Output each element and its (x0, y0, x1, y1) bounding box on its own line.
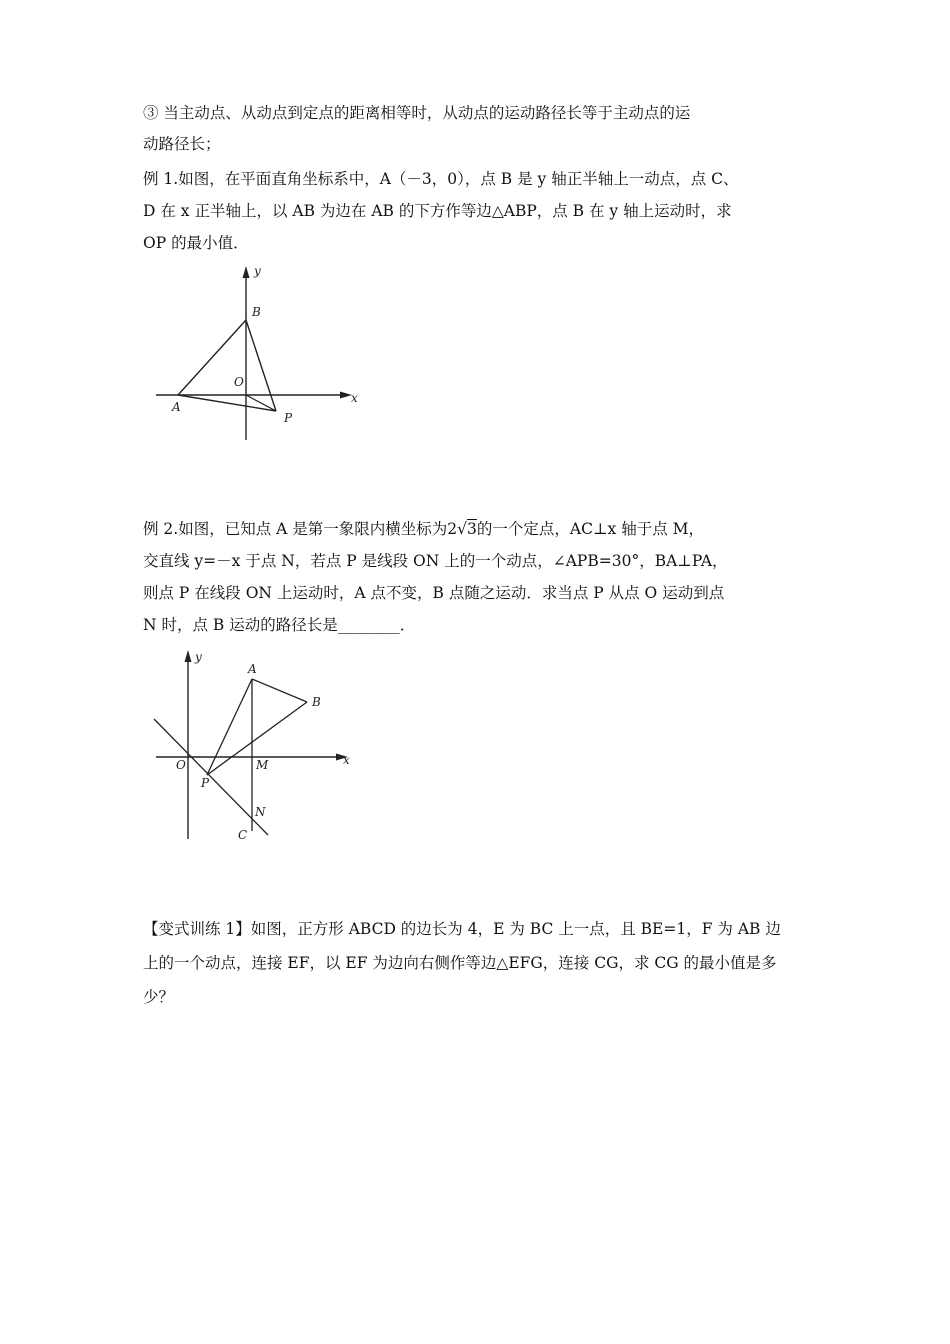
fig2-label-C: C (238, 828, 248, 842)
fig2-label-x: x (343, 753, 350, 767)
y-axis-arrow (185, 650, 192, 662)
fig2-label-P: P (201, 776, 210, 790)
example1-figure (150, 262, 370, 447)
example2-line-4: N 时，点 B 运动的路径长是________． (143, 616, 416, 634)
sqrt-radical: √ (457, 520, 468, 538)
example2-line-1-post: 的一个定点，AC⊥x 轴于点 M， (476, 520, 705, 538)
example1-line-3: OP 的最小值． (143, 234, 249, 252)
fig2-label-A: A (248, 662, 257, 676)
fig2-label-M: M (256, 758, 269, 772)
intro-line-2: 动路径长； (143, 135, 221, 153)
example1-line-2: D 在 x 正半轴上，以 AB 为边在 AB 的下方作等边△ABP，点 B 在 y 轴上运动时，求 (143, 202, 732, 220)
fig1-label-x: x (351, 391, 358, 405)
fig2-label-O: O (176, 758, 186, 772)
fig2-label-B: B (312, 695, 321, 709)
variant1-line-2: 上的一个动点，连接 EF，以 EF 为边向右侧作等边△EFG，连接 CG，求 CG 的最小值是多 (143, 954, 777, 972)
fig1-label-A: A (172, 400, 181, 414)
fig1-label-B: B (252, 305, 261, 319)
example2-line-2: 交直线 y=－x 于点 N，若点 P 是线段 ON 上的一个动点，∠APB=30°，BA⊥PA， (143, 552, 728, 570)
example2-radicand: 3 (467, 520, 477, 538)
example2-line-3: 则点 P 在线段 ON 上运动时，A 点不变，B 点随之运动．求当点 P 从点 O 运动到点 (143, 584, 725, 602)
example2-figure (150, 645, 370, 845)
y-axis-arrow (243, 266, 250, 278)
intro-line-1: ③ 当主动点、从动点到定点的距离相等时，从动点的运动路径长等于主动点的运 (143, 104, 691, 122)
example1-line-1: 例 1.如图，在平面直角坐标系中，A（－3，0），点 B 是 y 轴正半轴上一动点，点 C、 (143, 170, 739, 188)
fig1-label-O: O (234, 375, 244, 389)
variant1-line-3: 少？ (143, 988, 175, 1006)
fig2-label-y: y (195, 650, 202, 664)
fig1-label-y: y (254, 264, 261, 278)
variant1-line-1: 【变式训练 1】如图，正方形 ABCD 的边长为 4，E 为 BC 上一点，且 BE=1，F 为 AB 边 (143, 920, 781, 938)
example2-line-1 (143, 519, 704, 539)
example2-line-1-pre: 例 2.如图，已知点 A 是第一象限内横坐标为 (143, 520, 448, 538)
example2-coefficient: 2 (447, 520, 458, 538)
fig2-label-N: N (255, 805, 266, 819)
fig1-label-P: P (284, 411, 293, 425)
